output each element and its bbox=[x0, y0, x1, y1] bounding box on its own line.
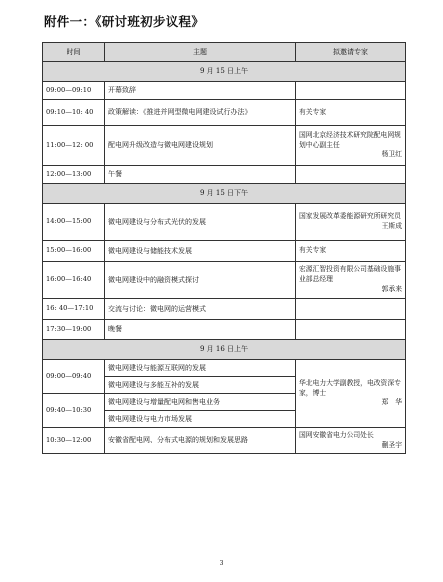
topic-cell: 配电网升级改造与微电网建设规划 bbox=[105, 126, 296, 166]
table-row bbox=[43, 126, 406, 166]
time-cell: 09:40—10:30 bbox=[43, 394, 105, 428]
topic-cell: 微电网建设与电力市场发展 bbox=[105, 411, 296, 428]
expert-title: 国网北京经济技术研究院配电网规划中心副主任 bbox=[299, 130, 401, 149]
topic-cell: 微电网建设与储能技术发展 bbox=[105, 241, 296, 262]
header-row bbox=[43, 43, 406, 62]
time-cell: 09:10—10: 40 bbox=[43, 100, 105, 126]
expert-title: 宏源汇智投资有限公司基础设施事业部总经理 bbox=[299, 265, 401, 284]
expert-cell bbox=[296, 299, 406, 320]
table-row bbox=[43, 82, 406, 100]
topic-cell: 微电网建设与多能互补的发展 bbox=[105, 377, 296, 394]
topic-cell: 午餐 bbox=[105, 166, 296, 184]
agenda-table bbox=[42, 42, 406, 454]
expert-cell bbox=[296, 262, 406, 299]
time-cell: 16:00—16:40 bbox=[43, 262, 105, 299]
header-expert: 拟邀请专家 bbox=[296, 43, 406, 62]
section-label: 9 月 15 日上午 bbox=[43, 62, 406, 82]
expert-cell bbox=[296, 360, 406, 428]
table-row bbox=[43, 262, 406, 299]
topic-cell: 交流与讨论：微电网的运营模式 bbox=[105, 299, 296, 320]
expert-cell: 有关专家 bbox=[296, 241, 406, 262]
time-cell: 17:30—19:00 bbox=[43, 320, 105, 340]
expert-name: 杨卫红 bbox=[381, 150, 402, 159]
topic-cell: 开幕致辞 bbox=[105, 82, 296, 100]
topic-cell: 政策解读：《推进并网型微电网建设试行办法》 bbox=[105, 100, 296, 126]
expert-cell bbox=[296, 204, 406, 241]
page-title: 附件一：《研讨班初步议程》 bbox=[44, 14, 205, 29]
expert-cell bbox=[296, 166, 406, 184]
table-row bbox=[43, 428, 406, 454]
time-cell: 12:00—13:00 bbox=[43, 166, 105, 184]
time-cell: 14:00—15:00 bbox=[43, 204, 105, 241]
table-row bbox=[43, 241, 406, 262]
time-cell: 09:00—09:40 bbox=[43, 360, 105, 394]
time-cell: 10:30—12:00 bbox=[43, 428, 105, 454]
table-row bbox=[43, 299, 406, 320]
expert-name: 王斯成 bbox=[381, 222, 402, 230]
expert-title: 华北电力大学副教授，电改资深专家，博士 bbox=[299, 378, 401, 397]
table-row bbox=[43, 100, 406, 126]
expert-name: 郑 华 bbox=[381, 398, 402, 407]
section-label: 9 月 15 日下午 bbox=[43, 184, 406, 204]
topic-cell: 晚餐 bbox=[105, 320, 296, 340]
time-cell: 16: 40—17:10 bbox=[43, 299, 105, 320]
expert-cell bbox=[296, 82, 406, 100]
header-time: 时间 bbox=[43, 43, 105, 62]
header-topic: 主题 bbox=[105, 43, 296, 62]
topic-cell: 微电网建设与分布式光伏的发展 bbox=[105, 204, 296, 241]
expert-cell bbox=[296, 320, 406, 340]
page-number: 3 bbox=[219, 560, 224, 567]
table-row bbox=[43, 166, 406, 184]
time-cell: 09:00—09:10 bbox=[43, 82, 105, 100]
table-row bbox=[43, 360, 406, 377]
time-cell: 15:00—16:00 bbox=[43, 241, 105, 262]
expert-cell bbox=[296, 428, 406, 454]
expert-cell bbox=[296, 126, 406, 166]
expert-title: 国家发展改革委能源研究所研究员 bbox=[299, 212, 401, 221]
table-row bbox=[43, 204, 406, 241]
topic-cell: 微电网建设与能源互联网的发展 bbox=[105, 360, 296, 377]
section-row bbox=[43, 62, 406, 82]
expert-cell: 有关专家 bbox=[296, 100, 406, 126]
section-row bbox=[43, 184, 406, 204]
time-cell: 11:00—12: 00 bbox=[43, 126, 105, 166]
expert-title: 国网安徽省电力公司处长 bbox=[299, 430, 374, 439]
topic-cell: 安徽省配电网、分布式电源的规划和发展思路 bbox=[105, 428, 296, 454]
topic-cell: 微电网建设与增量配电网和售电业务 bbox=[105, 394, 296, 411]
expert-name: 郭承来 bbox=[381, 284, 402, 293]
topic-cell: 微电网建设中的融资模式探讨 bbox=[105, 262, 296, 299]
table-row bbox=[43, 320, 406, 340]
expert-name: 蒯圣宇 bbox=[381, 440, 402, 449]
section-row bbox=[43, 340, 406, 360]
section-label: 9 月 16 日上午 bbox=[43, 340, 406, 360]
